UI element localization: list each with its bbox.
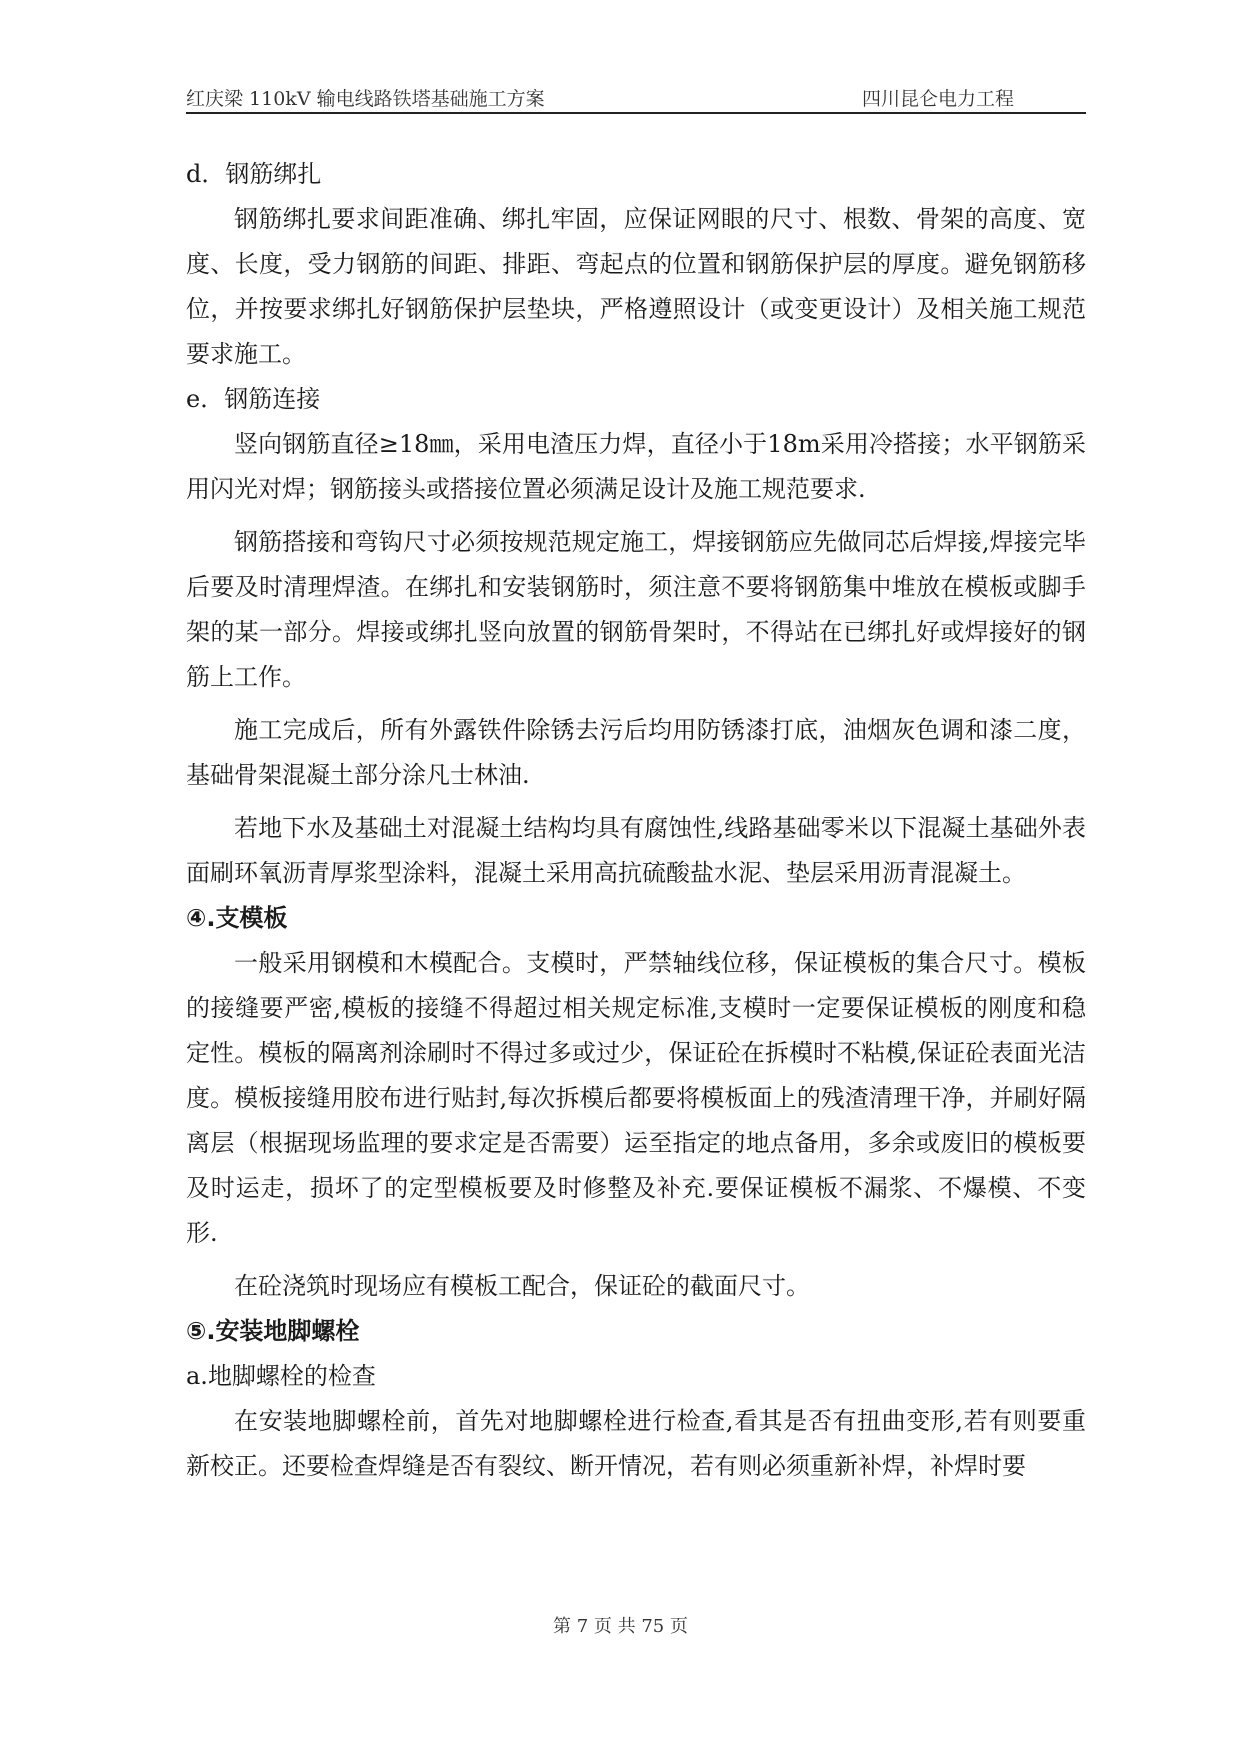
paragraph-welding: 钢筋搭接和弯钩尺寸必须按规范规定施工，焊接钢筋应先做同芯后焊接,焊接完毕后要及时清理焊渣。在绑扎和安装钢筋时，须注意不要将钢筋集中堆放在模板或脚手架的某一部分。焊接或绑扎竖向放置的钢筋骨架时，不得站在已绑扎好或焊接好的钢筋上工作。	[186, 528, 1086, 691]
paragraph-rebar-binding: 钢筋绑扎要求间距准确、绑扎牢固，应保证网眼的尺寸、根数、骨架的高度、宽度、长度，受力钢筋的间距、排距、弯起点的位置和钢筋保护层的厚度。避免钢筋移位，并按要求绑扎好钢筋保护层垫块，严格遵照设计（或变更设计）及相关施工规范要求施工。	[186, 205, 1086, 368]
section-heading-anchor-bolts: ⑤.安装地脚螺栓	[186, 1317, 360, 1345]
subsection-label-d: d．钢筋绑扎	[186, 160, 322, 188]
paragraph-corrosion: 若地下水及基础土对混凝土结构均具有腐蚀性,线路基础零米以下混凝土基础外表面刷环氧沥青厚浆型涂料，混凝土采用高抗硫酸盐水泥、垫层采用沥青混凝土。	[186, 814, 1086, 887]
paragraph-formwork-pouring: 在砼浇筑时现场应有模板工配合，保证砼的截面尺寸。	[234, 1272, 810, 1300]
section-heading-formwork: ④.支模板	[186, 904, 288, 932]
paragraph-bolt-inspection: 在安装地脚螺栓前，首先对地脚螺栓进行检查,看其是否有扭曲变形,若有则要重新校正。还要检查焊缝是否有裂纹、断开情况，若有则必须重新补焊，补焊时要	[186, 1407, 1086, 1480]
document-body	[186, 152, 1086, 1489]
paragraph-antirust: 施工完成后，所有外露铁件除锈去污后均用防锈漆打底，油烟灰色调和漆二度，基础骨架混凝土部分涂凡士林油.	[186, 716, 1086, 789]
header-document-title: 红庆梁 110kV 输电线路铁塔基础施工方案	[186, 88, 545, 110]
page-header	[186, 84, 1086, 114]
paragraph-rebar-connection: 竖向钢筋直径≥18㎜，采用电渣压力焊，直径小于18m采用冷搭接；水平钢筋采用闪光对焊；钢筋接头或搭接位置必须满足设计及施工规范要求.	[186, 430, 1086, 503]
header-company-name: 四川昆仑电力工程	[861, 88, 1014, 110]
subsection-label-e: e．钢筋连接	[186, 385, 321, 413]
subsection-label-a: a.地脚螺栓的检查	[186, 1362, 376, 1390]
page-number: 第 7 页 共 75 页	[553, 1616, 688, 1637]
paragraph-formwork: 一般采用钢模和木模配合。支模时，严禁轴线位移，保证模板的集合尺寸。模板的接缝要严密,模板的接缝不得超过相关规定标准,支模时一定要保证模板的刚度和稳定性。模板的隔离剂涂刷时不得过多或过少，保证砼在拆模时不粘模,保证砼表面光洁度。模板接缝用胶布进行贴封,每次拆模后都要将模板面上的残渣清理干净，并刷好隔离层（根据现场监理的要求定是否需要）运至指定的地点备用，多余或废旧的模板要及时运走，损坏了的定型模板要及时修整及补充.要保证模板不漏浆、不爆模、不变形.	[186, 949, 1086, 1247]
